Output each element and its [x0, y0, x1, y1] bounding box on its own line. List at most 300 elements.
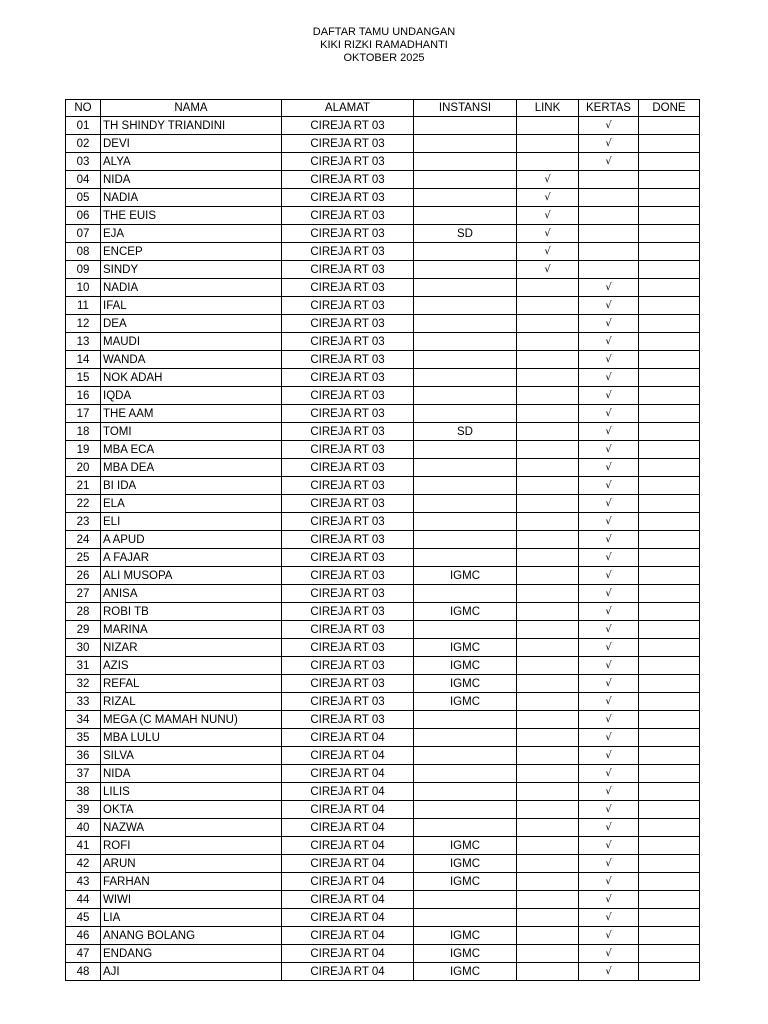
cell-nama: IFAL — [101, 297, 282, 315]
cell-kertas — [579, 207, 639, 225]
cell-link — [517, 513, 579, 531]
check-mark-icon: √ — [605, 282, 612, 294]
cell-instansi: IGMC — [414, 873, 517, 891]
cell-alamat: CIREJA RT 03 — [282, 585, 414, 603]
table-row — [66, 531, 700, 549]
cell-instansi — [414, 279, 517, 297]
cell-no: 48 — [66, 963, 101, 981]
cell-nama: ROBI TB — [101, 603, 282, 621]
cell-instansi — [414, 459, 517, 477]
cell-no: 11 — [66, 297, 101, 315]
cell-done — [639, 783, 700, 801]
column-header-nama: NAMA — [101, 100, 282, 117]
table-row — [66, 819, 700, 837]
cell-link — [517, 171, 579, 189]
cell-link — [517, 243, 579, 261]
cell-link — [517, 765, 579, 783]
cell-nama: AJI — [101, 963, 282, 981]
table-row — [66, 495, 700, 513]
cell-kertas — [579, 495, 639, 513]
cell-done — [639, 765, 700, 783]
cell-done — [639, 495, 700, 513]
cell-nama: MBA LULU — [101, 729, 282, 747]
cell-done — [639, 945, 700, 963]
cell-nama: NIDA — [101, 765, 282, 783]
cell-link — [517, 423, 579, 441]
check-mark-icon: √ — [544, 192, 551, 204]
cell-no: 45 — [66, 909, 101, 927]
cell-kertas — [579, 387, 639, 405]
table-row — [66, 639, 700, 657]
table-row — [66, 765, 700, 783]
cell-kertas — [579, 801, 639, 819]
check-mark-icon: √ — [605, 732, 612, 744]
check-mark-icon: √ — [605, 588, 612, 600]
cell-done — [639, 117, 700, 135]
table-row — [66, 927, 700, 945]
cell-link — [517, 225, 579, 243]
cell-nama: AZIS — [101, 657, 282, 675]
cell-alamat: CIREJA RT 04 — [282, 801, 414, 819]
cell-link — [517, 441, 579, 459]
cell-no: 20 — [66, 459, 101, 477]
cell-instansi — [414, 729, 517, 747]
cell-kertas — [579, 459, 639, 477]
cell-no: 25 — [66, 549, 101, 567]
cell-nama: ALYA — [101, 153, 282, 171]
cell-instansi — [414, 441, 517, 459]
table-row — [66, 369, 700, 387]
cell-link — [517, 855, 579, 873]
cell-no: 32 — [66, 675, 101, 693]
cell-alamat: CIREJA RT 03 — [282, 207, 414, 225]
cell-alamat: CIREJA RT 03 — [282, 621, 414, 639]
cell-nama: NIZAR — [101, 639, 282, 657]
cell-kertas — [579, 585, 639, 603]
cell-alamat: CIREJA RT 04 — [282, 873, 414, 891]
cell-instansi — [414, 495, 517, 513]
cell-done — [639, 135, 700, 153]
cell-alamat: CIREJA RT 03 — [282, 117, 414, 135]
cell-nama: NADIA — [101, 279, 282, 297]
cell-done — [639, 855, 700, 873]
cell-nama: NOK ADAH — [101, 369, 282, 387]
cell-no: 19 — [66, 441, 101, 459]
cell-nama: WANDA — [101, 351, 282, 369]
table-row — [66, 567, 700, 585]
check-mark-icon: √ — [605, 390, 612, 402]
cell-link — [517, 585, 579, 603]
cell-done — [639, 405, 700, 423]
cell-nama: DEA — [101, 315, 282, 333]
cell-no: 31 — [66, 657, 101, 675]
cell-link — [517, 729, 579, 747]
cell-alamat: CIREJA RT 03 — [282, 387, 414, 405]
cell-done — [639, 963, 700, 981]
cell-link — [517, 279, 579, 297]
cell-alamat: CIREJA RT 04 — [282, 927, 414, 945]
cell-kertas — [579, 135, 639, 153]
cell-nama: IQDA — [101, 387, 282, 405]
table-body — [66, 117, 700, 981]
table-row — [66, 333, 700, 351]
cell-done — [639, 387, 700, 405]
cell-alamat: CIREJA RT 04 — [282, 837, 414, 855]
cell-instansi: IGMC — [414, 639, 517, 657]
cell-alamat: CIREJA RT 03 — [282, 279, 414, 297]
cell-kertas — [579, 513, 639, 531]
cell-instansi: IGMC — [414, 837, 517, 855]
cell-no: 26 — [66, 567, 101, 585]
cell-nama: MEGA (C MAMAH NUNU) — [101, 711, 282, 729]
cell-done — [639, 423, 700, 441]
cell-kertas — [579, 405, 639, 423]
table-row — [66, 171, 700, 189]
check-mark-icon: √ — [544, 264, 551, 276]
cell-nama: MAUDI — [101, 333, 282, 351]
cell-instansi — [414, 153, 517, 171]
cell-nama: NIDA — [101, 171, 282, 189]
cell-link — [517, 261, 579, 279]
cell-link — [517, 819, 579, 837]
cell-done — [639, 639, 700, 657]
cell-no: 37 — [66, 765, 101, 783]
cell-alamat: CIREJA RT 03 — [282, 477, 414, 495]
cell-nama: ELI — [101, 513, 282, 531]
cell-done — [639, 693, 700, 711]
document-host-name: KIKI RIZKI RAMADHANTI — [320, 39, 448, 51]
cell-kertas — [579, 369, 639, 387]
cell-instansi — [414, 315, 517, 333]
cell-nama: TH SHINDY TRIANDINI — [101, 117, 282, 135]
column-header-instansi: INSTANSI — [414, 100, 517, 117]
check-mark-icon: √ — [605, 300, 612, 312]
cell-alamat: CIREJA RT 03 — [282, 405, 414, 423]
table-row — [66, 315, 700, 333]
cell-instansi — [414, 261, 517, 279]
cell-kertas — [579, 423, 639, 441]
cell-nama: ROFI — [101, 837, 282, 855]
cell-no: 38 — [66, 783, 101, 801]
table-row — [66, 405, 700, 423]
table-row — [66, 783, 700, 801]
cell-instansi — [414, 243, 517, 261]
cell-done — [639, 513, 700, 531]
table-row — [66, 225, 700, 243]
cell-done — [639, 729, 700, 747]
cell-link — [517, 207, 579, 225]
check-mark-icon: √ — [605, 516, 612, 528]
cell-alamat: CIREJA RT 03 — [282, 225, 414, 243]
cell-instansi — [414, 621, 517, 639]
cell-nama: BI IDA — [101, 477, 282, 495]
table-row — [66, 387, 700, 405]
cell-alamat: CIREJA RT 03 — [282, 315, 414, 333]
cell-nama: RIZAL — [101, 693, 282, 711]
cell-kertas — [579, 639, 639, 657]
cell-kertas — [579, 225, 639, 243]
cell-instansi: IGMC — [414, 855, 517, 873]
check-mark-icon: √ — [544, 174, 551, 186]
cell-kertas — [579, 675, 639, 693]
cell-link — [517, 153, 579, 171]
cell-instansi — [414, 189, 517, 207]
cell-alamat: CIREJA RT 03 — [282, 639, 414, 657]
cell-instansi — [414, 549, 517, 567]
cell-done — [639, 909, 700, 927]
check-mark-icon: √ — [605, 750, 612, 762]
cell-done — [639, 333, 700, 351]
check-mark-icon: √ — [605, 660, 612, 672]
cell-alamat: CIREJA RT 03 — [282, 423, 414, 441]
cell-no: 16 — [66, 387, 101, 405]
cell-link — [517, 693, 579, 711]
cell-instansi: IGMC — [414, 945, 517, 963]
cell-done — [639, 531, 700, 549]
cell-link — [517, 927, 579, 945]
cell-link — [517, 135, 579, 153]
check-mark-icon: √ — [605, 858, 612, 870]
check-mark-icon: √ — [605, 912, 612, 924]
cell-link — [517, 351, 579, 369]
table-row — [66, 513, 700, 531]
table-row — [66, 153, 700, 171]
table-row — [66, 891, 700, 909]
cell-link — [517, 531, 579, 549]
cell-kertas — [579, 261, 639, 279]
check-mark-icon: √ — [605, 138, 612, 150]
cell-instansi: IGMC — [414, 963, 517, 981]
cell-alamat: CIREJA RT 03 — [282, 603, 414, 621]
cell-kertas — [579, 909, 639, 927]
cell-alamat: CIREJA RT 03 — [282, 459, 414, 477]
cell-no: 10 — [66, 279, 101, 297]
cell-kertas — [579, 297, 639, 315]
cell-done — [639, 171, 700, 189]
table-row — [66, 657, 700, 675]
cell-link — [517, 675, 579, 693]
cell-kertas — [579, 243, 639, 261]
table-row — [66, 693, 700, 711]
cell-nama: THE AAM — [101, 405, 282, 423]
cell-link — [517, 783, 579, 801]
cell-link — [517, 477, 579, 495]
cell-instansi — [414, 135, 517, 153]
cell-no: 24 — [66, 531, 101, 549]
cell-kertas — [579, 783, 639, 801]
check-mark-icon: √ — [605, 786, 612, 798]
check-mark-icon: √ — [605, 426, 612, 438]
cell-alamat: CIREJA RT 04 — [282, 963, 414, 981]
document-header — [0, 26, 768, 65]
cell-alamat: CIREJA RT 03 — [282, 549, 414, 567]
cell-kertas — [579, 603, 639, 621]
check-mark-icon: √ — [605, 642, 612, 654]
cell-alamat: CIREJA RT 03 — [282, 369, 414, 387]
table-row — [66, 945, 700, 963]
cell-no: 33 — [66, 693, 101, 711]
cell-no: 15 — [66, 369, 101, 387]
cell-no: 07 — [66, 225, 101, 243]
cell-link — [517, 333, 579, 351]
check-mark-icon: √ — [605, 804, 612, 816]
table-row — [66, 873, 700, 891]
table-row — [66, 909, 700, 927]
check-mark-icon: √ — [605, 948, 612, 960]
cell-nama: ARUN — [101, 855, 282, 873]
cell-kertas — [579, 567, 639, 585]
cell-kertas — [579, 729, 639, 747]
cell-nama: ENCEP — [101, 243, 282, 261]
cell-link — [517, 603, 579, 621]
cell-instansi — [414, 387, 517, 405]
check-mark-icon: √ — [605, 336, 612, 348]
table-row — [66, 621, 700, 639]
cell-kertas — [579, 621, 639, 639]
cell-link — [517, 459, 579, 477]
cell-nama: NAZWA — [101, 819, 282, 837]
table-row — [66, 549, 700, 567]
cell-alamat: CIREJA RT 03 — [282, 189, 414, 207]
cell-alamat: CIREJA RT 03 — [282, 297, 414, 315]
cell-nama: OKTA — [101, 801, 282, 819]
check-mark-icon: √ — [605, 678, 612, 690]
cell-link — [517, 873, 579, 891]
cell-instansi — [414, 171, 517, 189]
cell-alamat: CIREJA RT 03 — [282, 153, 414, 171]
table-row — [66, 747, 700, 765]
cell-done — [639, 891, 700, 909]
check-mark-icon: √ — [544, 210, 551, 222]
cell-nama: SINDY — [101, 261, 282, 279]
cell-link — [517, 801, 579, 819]
cell-link — [517, 369, 579, 387]
cell-instansi — [414, 369, 517, 387]
cell-done — [639, 711, 700, 729]
cell-instansi: IGMC — [414, 693, 517, 711]
cell-no: 42 — [66, 855, 101, 873]
cell-done — [639, 837, 700, 855]
cell-nama: MBA DEA — [101, 459, 282, 477]
cell-no: 35 — [66, 729, 101, 747]
cell-no: 08 — [66, 243, 101, 261]
cell-instansi — [414, 747, 517, 765]
check-mark-icon: √ — [605, 354, 612, 366]
cell-alamat: CIREJA RT 03 — [282, 711, 414, 729]
document-title: DAFTAR TAMU UNDANGAN — [312, 26, 456, 38]
cell-done — [639, 279, 700, 297]
cell-kertas — [579, 171, 639, 189]
cell-done — [639, 873, 700, 891]
cell-kertas — [579, 891, 639, 909]
cell-no: 46 — [66, 927, 101, 945]
cell-no: 47 — [66, 945, 101, 963]
cell-nama: SILVA — [101, 747, 282, 765]
cell-alamat: CIREJA RT 04 — [282, 747, 414, 765]
cell-alamat: CIREJA RT 03 — [282, 495, 414, 513]
cell-link — [517, 189, 579, 207]
cell-kertas — [579, 963, 639, 981]
cell-nama: A APUD — [101, 531, 282, 549]
check-mark-icon: √ — [605, 534, 612, 546]
table-row — [66, 963, 700, 981]
cell-instansi: IGMC — [414, 657, 517, 675]
cell-link — [517, 405, 579, 423]
cell-no: 27 — [66, 585, 101, 603]
table-row — [66, 243, 700, 261]
check-mark-icon: √ — [605, 552, 612, 564]
cell-instansi — [414, 297, 517, 315]
cell-instansi — [414, 909, 517, 927]
cell-nama: DEVI — [101, 135, 282, 153]
cell-alamat: CIREJA RT 03 — [282, 333, 414, 351]
cell-no: 09 — [66, 261, 101, 279]
table-row — [66, 441, 700, 459]
cell-no: 18 — [66, 423, 101, 441]
cell-nama: ANISA — [101, 585, 282, 603]
cell-instansi — [414, 891, 517, 909]
cell-alamat: CIREJA RT 03 — [282, 693, 414, 711]
cell-alamat: CIREJA RT 03 — [282, 531, 414, 549]
cell-alamat: CIREJA RT 04 — [282, 891, 414, 909]
cell-no: 39 — [66, 801, 101, 819]
table-row — [66, 279, 700, 297]
cell-alamat: CIREJA RT 04 — [282, 855, 414, 873]
table-row — [66, 189, 700, 207]
cell-link — [517, 297, 579, 315]
cell-nama: MARINA — [101, 621, 282, 639]
cell-alamat: CIREJA RT 03 — [282, 243, 414, 261]
cell-no: 12 — [66, 315, 101, 333]
cell-no: 29 — [66, 621, 101, 639]
cell-kertas — [579, 873, 639, 891]
cell-done — [639, 927, 700, 945]
cell-alamat: CIREJA RT 03 — [282, 567, 414, 585]
cell-done — [639, 801, 700, 819]
cell-instansi — [414, 765, 517, 783]
cell-instansi: IGMC — [414, 567, 517, 585]
cell-link — [517, 945, 579, 963]
check-mark-icon: √ — [605, 624, 612, 636]
cell-done — [639, 567, 700, 585]
cell-done — [639, 549, 700, 567]
cell-nama: ALI MUSOPA — [101, 567, 282, 585]
table-row — [66, 729, 700, 747]
cell-alamat: CIREJA RT 03 — [282, 441, 414, 459]
check-mark-icon: √ — [605, 120, 612, 132]
check-mark-icon: √ — [605, 966, 612, 978]
cell-done — [639, 153, 700, 171]
cell-kertas — [579, 441, 639, 459]
cell-nama: THE EUIS — [101, 207, 282, 225]
cell-instansi — [414, 333, 517, 351]
cell-kertas — [579, 711, 639, 729]
cell-kertas — [579, 945, 639, 963]
cell-done — [639, 351, 700, 369]
check-mark-icon: √ — [605, 156, 612, 168]
cell-kertas — [579, 693, 639, 711]
check-mark-icon: √ — [544, 228, 551, 240]
check-mark-icon: √ — [605, 768, 612, 780]
cell-no: 34 — [66, 711, 101, 729]
cell-done — [639, 225, 700, 243]
cell-alamat: CIREJA RT 03 — [282, 657, 414, 675]
check-mark-icon: √ — [605, 714, 612, 726]
cell-link — [517, 567, 579, 585]
table-row — [66, 117, 700, 135]
cell-done — [639, 315, 700, 333]
cell-no: 14 — [66, 351, 101, 369]
